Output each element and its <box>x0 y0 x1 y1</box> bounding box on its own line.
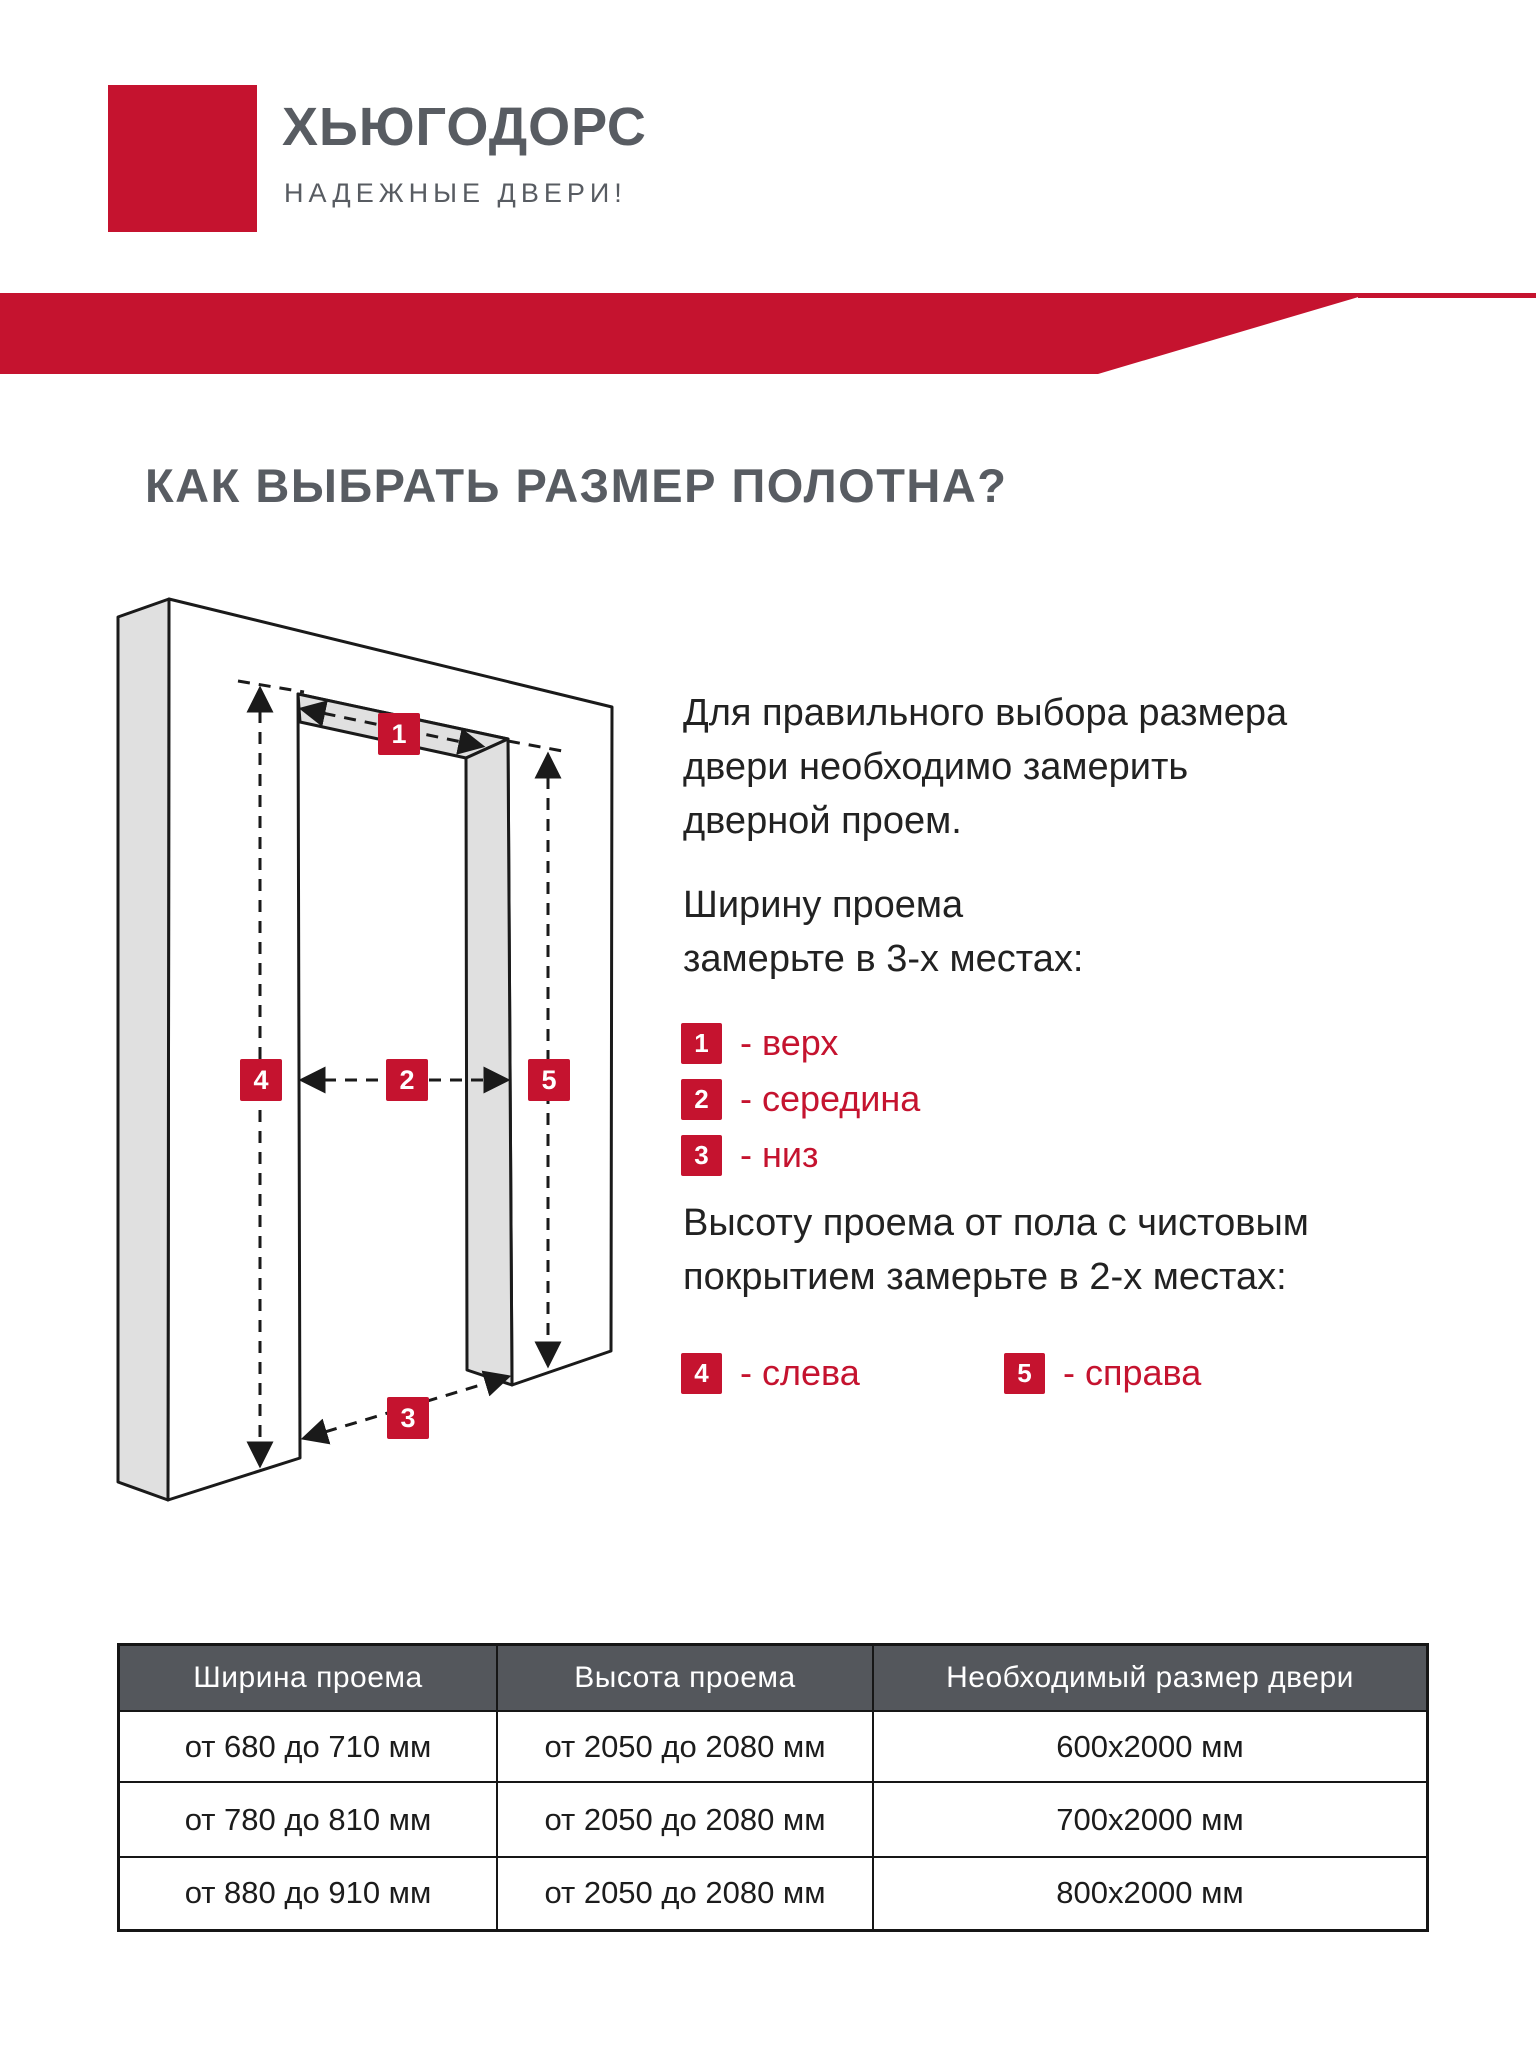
red-banner <box>0 293 1536 374</box>
table-header-row <box>119 1645 1428 1712</box>
table-row <box>119 1782 1428 1857</box>
diagram-marker-2: 2 <box>386 1059 428 1101</box>
intro-line: двери необходимо замерить <box>683 746 1189 788</box>
logo-red-square <box>108 85 257 232</box>
table-cell: от 2050 до 2080 мм <box>497 1857 873 1930</box>
intro-paragraph <box>683 686 1287 848</box>
legend-label-middle: - середина <box>740 1078 921 1119</box>
logo-subtitle: НАДЕЖНЫЕ ДВЕРИ! <box>284 178 627 208</box>
legend-label-bottom: - низ <box>740 1134 819 1175</box>
door-frame-diagram <box>90 575 630 1520</box>
legend-item-right <box>1004 1352 1201 1394</box>
wall-left-side-face <box>118 599 169 1500</box>
table-cell: от 680 до 710 мм <box>119 1711 498 1782</box>
legend-label-left: - слева <box>740 1352 860 1393</box>
height-section-title <box>683 1196 1309 1304</box>
table-header-door-size: Необходимый размер двери <box>873 1645 1428 1712</box>
table-cell: от 2050 до 2080 мм <box>497 1711 873 1782</box>
intro-line: дверной проем. <box>683 800 962 842</box>
table-cell: 700х2000 мм <box>873 1782 1428 1857</box>
diagram-marker-3: 3 <box>387 1397 429 1439</box>
table-cell: от 780 до 810 мм <box>119 1782 498 1857</box>
opening-right-jamb-face <box>466 739 512 1385</box>
table-header-width: Ширина проема <box>119 1645 498 1712</box>
width-title-line: Ширину проема <box>683 884 964 926</box>
height-title-line: Высоту проема от пола с чистовым <box>683 1202 1309 1244</box>
diagram-marker-5: 5 <box>528 1059 570 1101</box>
intro-line: Для правильного выбора размера <box>683 692 1288 734</box>
legend-item-middle <box>681 1078 920 1120</box>
legend-number-1: 1 <box>681 1023 722 1064</box>
legend-label-top: - верх <box>740 1022 839 1063</box>
legend-item-top <box>681 1022 838 1064</box>
red-banner-strip <box>1358 293 1536 298</box>
legend-number-2: 2 <box>681 1079 722 1120</box>
diagram-marker-4: 4 <box>240 1059 282 1101</box>
table-cell: 800х2000 мм <box>873 1857 1428 1930</box>
diagram-marker-1: 1 <box>378 713 420 755</box>
door-size-table <box>117 1643 1429 1932</box>
legend-number-3: 3 <box>681 1135 722 1176</box>
table-cell: от 880 до 910 мм <box>119 1857 498 1930</box>
logo-title: ХЬЮГОДОРС <box>282 97 647 157</box>
legend-label-right: - справа <box>1063 1352 1202 1393</box>
table-row <box>119 1711 1428 1782</box>
height-title-line: покрытием замерьте в 2-х местах: <box>683 1256 1287 1298</box>
table-header-height: Высота проема <box>497 1645 873 1712</box>
page-title: КАК ВЫБРАТЬ РАЗМЕР ПОЛОТНА? <box>145 459 1008 512</box>
legend-item-left <box>681 1352 860 1394</box>
legend-item-bottom <box>681 1134 819 1176</box>
legend-number-4: 4 <box>681 1353 722 1394</box>
table-cell: от 2050 до 2080 мм <box>497 1782 873 1857</box>
table-row <box>119 1857 1428 1930</box>
legend-number-5: 5 <box>1004 1353 1045 1394</box>
width-title-line: замерьте в 3-х местах: <box>683 938 1084 980</box>
width-section-title <box>683 878 1083 986</box>
table-cell: 600х2000 мм <box>873 1711 1428 1782</box>
